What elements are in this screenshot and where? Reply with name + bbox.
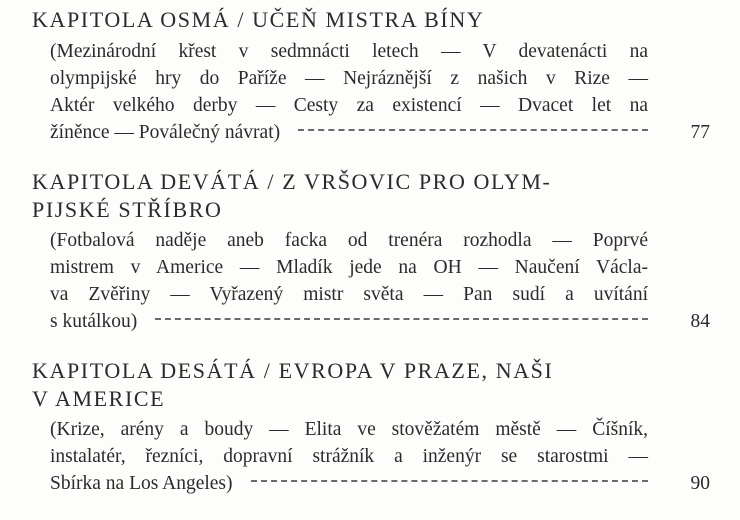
page-number: 77 (690, 122, 710, 143)
description-line: (Fotbalová naděje aneb facka od trenéra rozhodla — Poprvé (50, 230, 648, 251)
chapter-title-line: PIJSKÉ STŘÍBRO (32, 197, 223, 222)
chapter-title (32, 6, 710, 34)
description-line-last (50, 470, 648, 497)
chapter-description (50, 38, 710, 146)
description-line-text: Sbírka na Los Angeles) (50, 473, 233, 494)
description-line: instalatér, řezníci, dopravní strážník a inženýr se starostmi — (50, 446, 648, 467)
description-line: Aktér velkého derby — Cesty za existencí — Dvacet let na (50, 95, 648, 116)
page-number: 84 (690, 311, 710, 332)
chapter-title-line: KAPITOLA DEVÁTÁ / Z VRŠOVIC PRO OLYM- (32, 169, 552, 194)
description-line: (Mezinárodní křest v sedmnácti letech — V devatenácti na (50, 41, 648, 62)
description-line: mistrem v Americe — Mladík jede na OH — Naučení Václa- (50, 257, 648, 278)
chapter-entry-8 (32, 6, 710, 146)
description-line: va Zvěřiny — Vyřazený mistr světa — Pan sudí a uvítání (50, 284, 648, 305)
dash-leader (155, 317, 648, 320)
chapter-title (32, 357, 710, 413)
description-line-last (50, 119, 648, 146)
chapter-title-line: V AMERICE (32, 386, 166, 411)
chapter-entry-10 (32, 357, 710, 497)
page-number: 90 (690, 473, 710, 494)
chapter-title-line: KAPITOLA OSMÁ / UČEŇ MISTRA BÍNY (32, 7, 485, 32)
description-line-last (50, 308, 648, 335)
description-line: (Krize, arény a boudy — Elita ve stověžatém městě — Číšník, (50, 419, 648, 440)
description-line-text: s kutálkou) (50, 311, 138, 332)
dash-leader (251, 479, 648, 482)
description-line-text: žíněnce — Poválečný návrat) (50, 122, 281, 143)
chapter-title-line: KAPITOLA DESÁTÁ / EVROPA V PRAZE, NAŠI (32, 358, 554, 383)
chapter-entry-9 (32, 168, 710, 335)
chapter-description (50, 416, 710, 497)
chapter-description (50, 227, 710, 335)
dash-leader (298, 128, 648, 131)
chapter-title (32, 168, 710, 224)
description-line: olympijské hry do Paříže — Nejráznější z našich v Rize — (50, 68, 648, 89)
